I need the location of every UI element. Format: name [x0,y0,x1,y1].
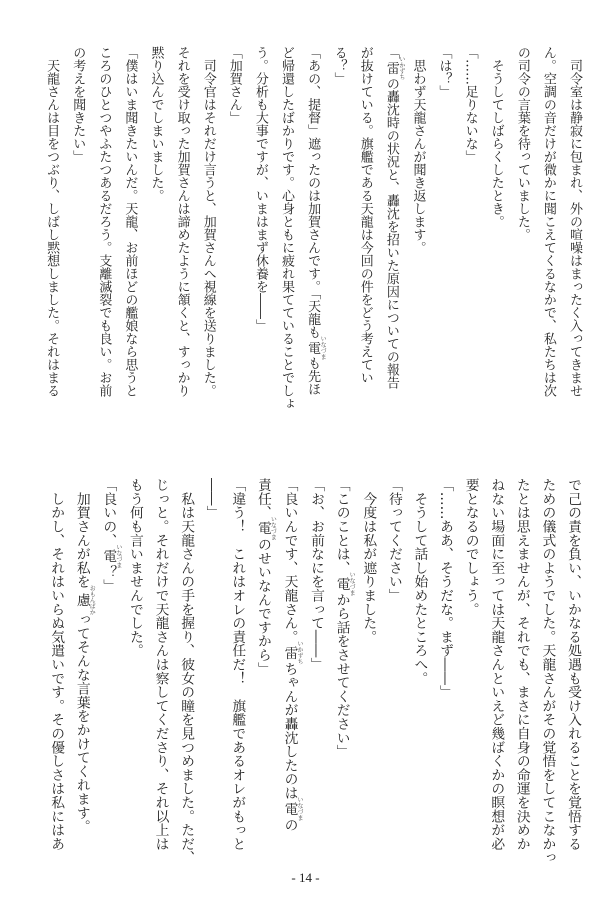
text-line: それを受け取った加賀さんは諦めたように頷くと、すっかり [174,46,190,397]
ruby-annotation: 雷いかずち [281,640,303,665]
text-segment: の [281,817,298,832]
text-line: そうして話し始めたところへ。 [411,478,428,685]
text-line: 天龍さんは目をつぶり、しばし黙想しました。それはまる [44,46,60,397]
text-line: で己の責を負い、いかなる処遇も受け入れることを覚悟する [565,478,581,851]
text-line: ――」 [203,478,220,520]
text-line: う。分析も大事ですが、いまはまず休養を――」 [252,46,268,332]
text-line: もう何も言いませんでした。 [126,478,143,658]
text-line: じっと。それだけで天龍さんは察してくださり、それ以上は [152,478,169,851]
text-line: 今度は私が遮りました。 [360,478,377,644]
text-line: る？」 [331,46,347,85]
text-line [378,46,405,406]
ruby-annotation: 慮おもんぱか [73,585,96,616]
text-line: が抜けている。旗艦である天龍は今回の件をどう考えてい [357,46,373,384]
text-line: 黙り込んでしまいました。 [148,46,164,202]
text-line [249,478,276,863]
text-line [276,478,303,863]
text-line: 「僕はいま聞きたいんだ。天龍、お前ほどの艦娘なら思うと [122,46,138,397]
ruby-annotation: 電いなづま [254,516,277,541]
ruby-annotation: 電いなづま [281,796,303,821]
text-line: ねない場面に至っては天龍さんといえど幾ばくかの瞑想が必 [488,478,505,851]
ruby-annotation: 電いなづま [333,571,356,596]
upper-text-block [38,46,587,410]
text-line: 「お、お前なにを言って――」 [308,478,325,672]
text-line: 司令官はそれだけ言うと、加賀さんへ視線を送りました。 [200,46,216,397]
text-segment: 「良いの、 [100,478,117,547]
text-line: 「待ってください」 [385,478,402,603]
text-line: しかし、それはいらぬ気遣いです。その優しさは私にはあ [48,478,65,851]
text-line [299,46,326,406]
ruby-annotation: 電 いなづま [305,335,327,360]
page-number: - 14 - [291,870,320,885]
text-segment: 「あの、提督」遮ったのは加賀さんです。「天龍も [305,46,321,339]
text-line [68,478,95,863]
text-line: 要となるのでしょう。 [462,478,479,616]
text-line: 私は天龍さんの手を握り、彼女の瞳を見つめました。ただ、 [178,478,195,865]
text-line: 「……ああ、そうだな。まず――」 [437,478,454,699]
text-line: ころのひとつやふたつあるだろう。支離滅裂でも良い。お前 [96,46,112,397]
text-segment: から話をさせてください」 [333,592,350,759]
text-segment: 責任、 [254,478,271,520]
text-line: 思わず天龍さんが聞き返します。 [410,46,426,254]
text-line: ための儀式のようでした。天龍さんがその覚悟をしてこなかっ [539,478,556,865]
text-line: そうしてしばらくしたとき。 [488,46,504,228]
text-line: 司令室は静寂に包まれ、外の喧噪はまったく入ってきませ [567,46,582,397]
text-line: たとは思えませんが、それでも、まさに自身の命運を決めか [513,478,530,851]
text-line: 「違う！ これはオレの責任だ！ 旗艦であるオレがもっと [229,478,246,851]
text-line: 「加賀さん」 [226,46,242,124]
text-line [328,478,355,863]
text-line: の考えを聞きたい」 [70,46,86,163]
text-line: 「……足りないな」 [462,46,478,163]
text-segment: 「 [383,46,399,59]
text-segment: の轟沈時の状況と、轟沈を招いた原因についての報告 [383,77,399,389]
lower-text-block [43,478,585,863]
text-segment: も先ほ [305,356,321,396]
ruby-annotation: 電いなづま [100,544,122,568]
text-line: ど帰還したばかりです。心身ともに疲れ果てていることでしょ [278,46,294,410]
text-segment: ちゃんが轟沈したのは [281,661,298,800]
text-line: ん。空調の音だけが微かに聞こえてくるなかで、私たちは次 [540,46,556,397]
text-segment: のせいなんですから」 [254,537,271,676]
text-line: 「は？」 [436,46,452,98]
text-segment: 加賀さんが私を [73,478,90,589]
text-segment: ってそんな言葉をかけてくれます。 [73,612,90,834]
ruby-annotation: 雷 いかずち [383,56,405,80]
text-line [95,478,122,863]
text-line: の司令の言葉を待っていました。 [514,46,530,241]
text-segment: 「このことは、 [333,478,350,575]
text-segment: ？」 [100,565,117,593]
text-segment: 「良いんです、天龍さん。 [281,478,298,644]
